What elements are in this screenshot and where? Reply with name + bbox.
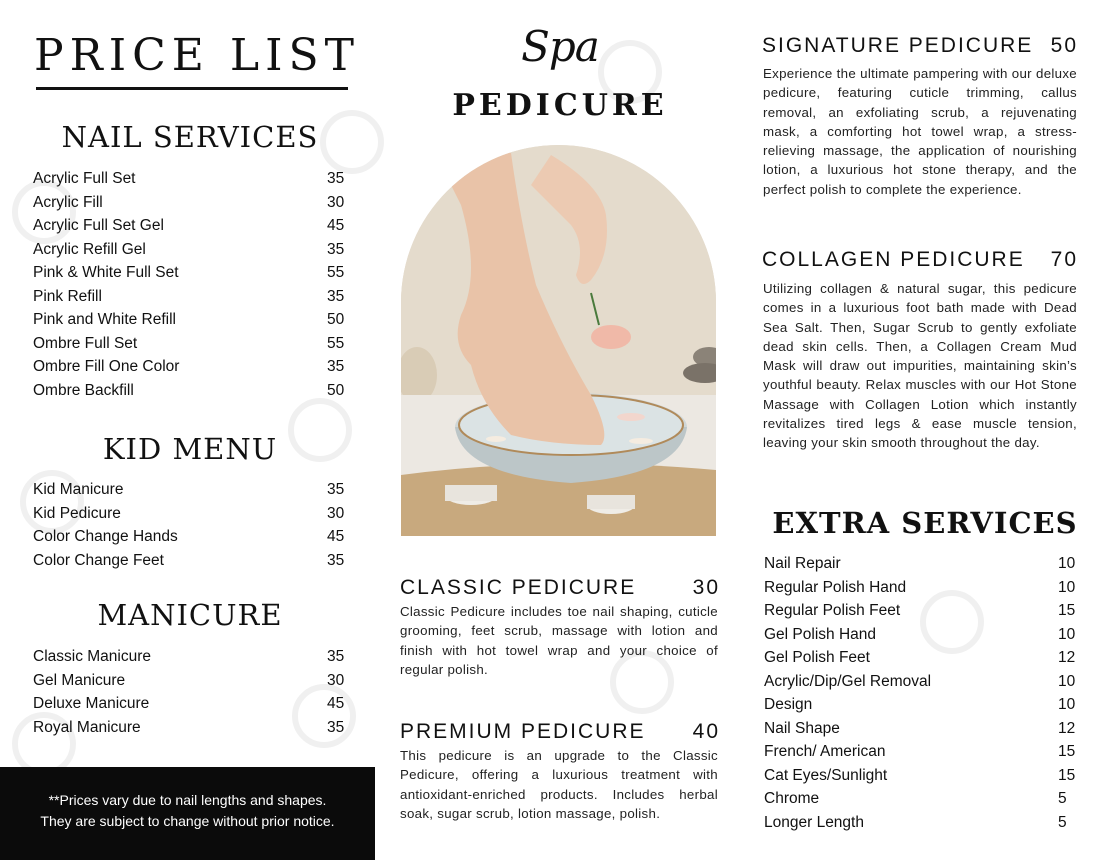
- list-item: [33, 525, 347, 549]
- service-name: SIGNATURE PEDICURE: [762, 34, 1034, 57]
- item-name: Pink Refill: [33, 287, 102, 305]
- right-panel: [740, 0, 1110, 860]
- item-price: 10: [1058, 625, 1076, 643]
- item-price: 30: [327, 193, 345, 211]
- item-name: Chrome: [764, 790, 820, 807]
- item-price: 10: [1058, 555, 1076, 572]
- service-name: CLASSIC PEDICURE: [400, 576, 637, 599]
- list-item: [33, 502, 347, 526]
- item-name: Kid Manicure: [33, 481, 124, 498]
- classic-pedicure-header: [400, 576, 720, 600]
- pedicure-title: PEDICURE: [452, 88, 668, 123]
- item-name: Color Change Hands: [33, 528, 178, 545]
- item-name: Gel Manicure: [33, 671, 126, 689]
- middle-panel: [380, 0, 740, 860]
- section-heading-kid-menu: KID MENU: [102, 432, 278, 466]
- item-name: Regular Polish Feet: [764, 602, 901, 619]
- list-item: [764, 646, 1076, 670]
- kid-menu-list: [33, 478, 347, 572]
- item-name: Cat Eyes/Sunlight: [764, 766, 888, 784]
- list-item: [33, 214, 347, 238]
- collagen-pedicure-header: [762, 248, 1078, 272]
- list-item: [33, 332, 347, 356]
- item-name: Nail Shape: [764, 719, 840, 737]
- list-item: [33, 549, 347, 573]
- list-item: [764, 670, 1076, 694]
- item-name: Pink and White Refill: [33, 311, 177, 328]
- list-item: [33, 308, 347, 332]
- item-name: Gel Polish Feet: [764, 649, 870, 666]
- item-price: 35: [327, 718, 345, 736]
- item-price: 35: [327, 358, 345, 375]
- list-item: [33, 645, 347, 669]
- spa-photo: [401, 145, 716, 536]
- item-price: 45: [327, 528, 345, 545]
- item-name: Color Change Feet: [33, 551, 164, 569]
- item-price: 50: [327, 381, 345, 399]
- list-item: [764, 740, 1076, 764]
- signature-pedicure-description: Experience the ultimate pampering with our deluxe pedicure, featuring cuticle trimming, callus removal, an exfoliating scrub, a rejuvenating mask, a comforting hot towel wrap, a stress-relieving massage, the application of nourishing lotion, a luxurious hot stone therapy, and the perfect polish to complete the experience.: [763, 66, 1077, 197]
- collagen-pedicure-description: Utilizing collagen & natural sugar, this pedicure comes in a luxurious foot bath made with Dead Sea Salt. Then, Sugar Scrub to gently exfoliate dead skin cells. Then, a Collagen Cream Mud Mask will draw out impurities, maintaining skin’s youthful beauty. Relax muscles with our Hot Stone Massage with Collagen Lotion which instantly revitalizes tired legs & ease muscle tension, leaving your skin smooth throughout the day.: [763, 281, 1077, 451]
- list-item: [33, 355, 347, 379]
- item-name: Design: [764, 696, 813, 713]
- manicure-list: [33, 645, 347, 739]
- item-price: 10: [1058, 672, 1076, 690]
- list-item: [764, 623, 1076, 647]
- list-item: [33, 285, 347, 309]
- item-name: Regular Polish Hand: [764, 578, 907, 596]
- service-name: PREMIUM PEDICURE: [400, 720, 646, 743]
- page-title: PRICE LIST: [34, 30, 360, 81]
- price-notice: [0, 767, 375, 860]
- list-item: [33, 716, 347, 740]
- item-price: 45: [327, 217, 345, 234]
- item-name: Ombre Backfill: [33, 381, 134, 399]
- service-price: 50: [1050, 34, 1078, 57]
- list-item: [764, 717, 1076, 741]
- list-item: [33, 238, 347, 262]
- item-name: Nail Repair: [764, 555, 841, 572]
- extra-services-list: [764, 552, 1076, 834]
- item-price: 15: [1058, 743, 1076, 760]
- list-item: [33, 167, 347, 191]
- left-panel: [0, 0, 380, 860]
- classic-pedicure-description: Classic Pedicure includes toe nail shaping, cuticle grooming, feet scrub, massage with lotion and finish with hot towel wrap and your choice of regular polish.: [400, 604, 718, 677]
- item-name: French/ American: [764, 743, 886, 760]
- section-heading-extra-services: EXTRA SERVICES: [772, 506, 1078, 540]
- item-name: Kid Pedicure: [33, 504, 121, 522]
- item-price: 5: [1058, 790, 1067, 807]
- list-item: [764, 576, 1076, 600]
- service-price: 70: [1050, 248, 1078, 271]
- item-price: 10: [1058, 696, 1076, 713]
- title-divider: [36, 87, 348, 90]
- notice-line-1: **Prices vary due to nail lengths and shapes.: [48, 792, 327, 808]
- item-name: Acrylic Full Set Gel: [33, 217, 164, 234]
- section-heading-manicure: MANICURE: [97, 598, 283, 632]
- item-price: 30: [327, 504, 345, 522]
- item-name: Acrylic Full Set: [33, 170, 136, 187]
- list-item: [33, 692, 347, 716]
- list-item: [764, 811, 1076, 835]
- list-item: [764, 693, 1076, 717]
- list-item: [33, 478, 347, 502]
- item-price: 55: [327, 264, 345, 281]
- nail-services-list: [33, 167, 347, 402]
- service-price: 40: [692, 720, 720, 743]
- item-price: 5: [1058, 813, 1067, 831]
- item-name: Gel Polish Hand: [764, 625, 877, 643]
- list-item: [33, 261, 347, 285]
- item-price: 55: [327, 334, 345, 352]
- premium-pedicure-description: This pedicure is an upgrade to the Classic Pedicure, offering a luxurious treatment with antioxidant-enriched products. Includes herbal soak, sugar scrub, lotion massage, polish.: [400, 748, 718, 821]
- service-price: 30: [692, 576, 720, 599]
- signature-pedicure-header: [762, 34, 1078, 58]
- list-item: [33, 191, 347, 215]
- item-name: Acrylic/Dip/Gel Removal: [764, 672, 932, 690]
- item-name: Classic Manicure: [33, 648, 152, 665]
- list-item: [764, 552, 1076, 576]
- item-name: Ombre Full Set: [33, 334, 138, 352]
- item-price: 35: [327, 648, 345, 665]
- script-title: Spa: [521, 22, 599, 71]
- item-price: 35: [327, 287, 345, 305]
- item-price: 15: [1058, 766, 1076, 784]
- item-price: 35: [327, 170, 345, 187]
- item-price: 30: [327, 671, 345, 689]
- notice-line-2: They are subject to change without prior notice.: [40, 813, 335, 829]
- list-item: [764, 764, 1076, 788]
- section-heading-nail-services: NAIL SERVICES: [61, 120, 319, 154]
- item-price: 10: [1058, 578, 1076, 596]
- item-price: 35: [327, 240, 345, 258]
- item-name: Longer Length: [764, 813, 864, 831]
- service-name: COLLAGEN PEDICURE: [762, 248, 1025, 271]
- list-item: [764, 787, 1076, 811]
- item-name: Pink & White Full Set: [33, 264, 179, 281]
- foot-bath-illustration: [401, 145, 716, 536]
- item-price: 45: [327, 695, 345, 712]
- item-name: Royal Manicure: [33, 718, 141, 736]
- premium-pedicure-header: [400, 720, 720, 744]
- item-name: Deluxe Manicure: [33, 695, 150, 712]
- item-price: 12: [1058, 719, 1076, 737]
- item-name: Acrylic Fill: [33, 193, 103, 211]
- item-name: Acrylic Refill Gel: [33, 240, 146, 258]
- item-name: Ombre Fill One Color: [33, 358, 180, 375]
- item-price: 35: [327, 551, 345, 569]
- list-item: [33, 379, 347, 403]
- item-price: 35: [327, 481, 345, 498]
- item-price: 15: [1058, 602, 1076, 619]
- item-price: 50: [327, 311, 345, 328]
- list-item: [764, 599, 1076, 623]
- list-item: [33, 669, 347, 693]
- item-price: 12: [1058, 649, 1076, 666]
